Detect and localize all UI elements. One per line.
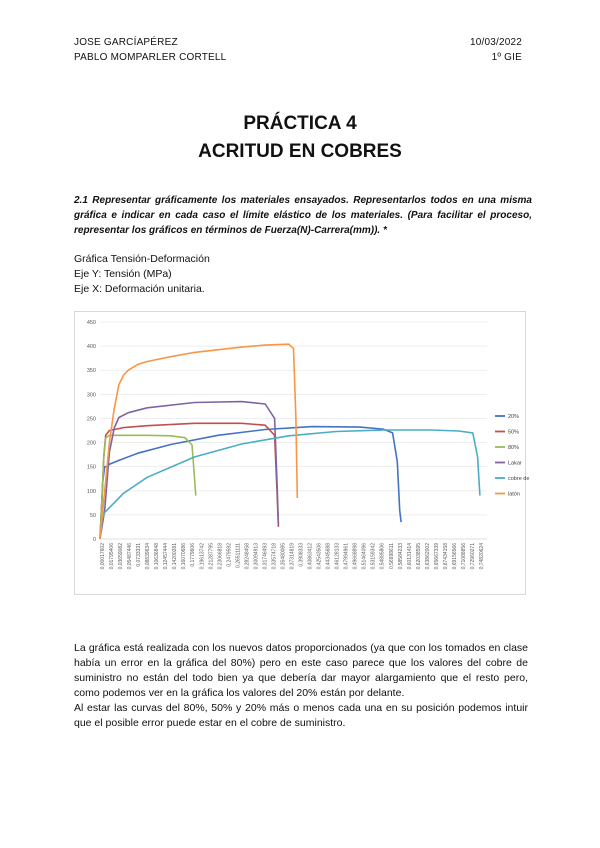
x-tick-label: 0,0733331 <box>136 543 143 567</box>
x-tick-label: 0,47994961 <box>343 543 350 570</box>
x-tick-label: 0,67434158 <box>442 543 449 570</box>
discussion-paragraph-1: La gráfica está realizada con los nuevos datos proporcionados (ya que con los tomados en clase había un error en la gráfica del 80%) pero en este caso parece que los valores del cobre de suministro no están del todo bien ya que debería dar mayor alargamiento que el resto pero, como podemos ver en la gráfica los valores del 20% están por delante. <box>74 642 528 699</box>
x-tick-label: 0,12457444 <box>163 543 170 570</box>
chart-svg <box>75 312 530 594</box>
x-tick-label: 0,60131414 <box>406 543 413 570</box>
x-tick-label: 0,46128133 <box>334 543 341 570</box>
x-tick-label: 0,72960271 <box>469 543 476 570</box>
y-tick-label: 50 <box>89 512 96 519</box>
x-tick-label: 0,51464096 <box>361 543 368 570</box>
y-tick-label: 250 <box>86 416 96 423</box>
x-tick-label: 0,69156566 <box>451 543 458 570</box>
y-tick-label: 150 <box>86 464 96 471</box>
chart-info-title: Gráfica Tensión-Deformación <box>74 253 210 265</box>
x-tick-label: 0,63862002 <box>424 543 431 570</box>
x-tick-label: 0,53159342 <box>370 543 377 570</box>
discussion-paragraph-2: Al estar las curvas del 80%, 50% y 20% más o menos cada una en su posición podemos intuir que el posible error puede estar en el cobre de suministro. <box>74 702 528 729</box>
header-author-1: JOSE GARCÍAPÉREZ <box>74 37 178 48</box>
x-tick-label: 0,49668898 <box>352 543 359 570</box>
x-tick-label: 0,44345688 <box>325 543 332 570</box>
x-tick-label: 0,01795406 <box>109 543 116 570</box>
x-tick-label: 0,19613742 <box>199 543 206 570</box>
x-tick-label: 0,21287795 <box>208 543 215 570</box>
x-tick-label: 0,58584233 <box>397 543 404 570</box>
chart-info-x-axis: Eje X: Deformación unitaria. <box>74 283 205 295</box>
x-tick-label: 0,42543506 <box>316 543 323 570</box>
legend-label: 20% <box>508 414 520 420</box>
y-tick-label: 450 <box>86 320 96 326</box>
legend-label: latón <box>508 491 520 498</box>
x-tick-label: 0,03659082 <box>118 543 125 570</box>
series-line-lat-n <box>100 344 297 539</box>
series-line-lakar <box>100 402 278 539</box>
x-tick-label: 0,2479592 <box>226 543 233 567</box>
x-tick-label: 0,23066818 <box>217 543 224 570</box>
header-date: 10/03/2022 <box>469 37 522 48</box>
x-tick-label: 0,28248458 <box>244 543 251 570</box>
chart-info-y-axis: Eje Y: Tensión (MPa) <box>74 268 172 280</box>
x-tick-label: 0,10636848 <box>154 543 161 570</box>
legend-label: cobre de <box>508 476 530 482</box>
x-tick-label: 0,35480085 <box>280 543 287 570</box>
x-tick-label: 0,30094913 <box>253 543 260 570</box>
x-tick-label: 0,71088856 <box>460 543 467 570</box>
y-tick-label: 300 <box>86 392 96 399</box>
stress-strain-chart <box>74 311 530 595</box>
x-tick-label: 0,14200281 <box>172 543 179 570</box>
x-tick-label: 0,3908333 <box>298 543 305 567</box>
x-tick-label: 0,74820624 <box>479 543 485 570</box>
y-tick-label: 400 <box>86 344 96 351</box>
task-statement: 2.1 Representar gráficamente los materiales ensayados. Representarlos todos en una misma gráfica e indicar en cada caso el límite elástico de los materiales. (Para facilitar el proceso, representar los gráficos en términos de Fuerza(N)-Carrera(mm)). * <box>74 195 532 236</box>
x-tick-label: 0,33574718 <box>271 543 278 570</box>
x-tick-label: 0,62038595 <box>415 543 422 570</box>
page-title: PRÁCTICA 4 <box>243 113 357 134</box>
series-line-20- <box>100 427 401 539</box>
x-tick-label: 0,54885806 <box>379 543 386 570</box>
legend-label: 50% <box>508 429 520 436</box>
x-tick-label: 0,37314819 <box>289 543 296 570</box>
x-tick-label: 0,56998611 <box>388 543 395 570</box>
y-tick-label: 200 <box>86 440 96 447</box>
x-tick-label: 0,16070686 <box>181 543 188 570</box>
x-tick-label: 0,65667339 <box>433 543 440 570</box>
x-tick-label: 0,40863412 <box>307 543 314 570</box>
header-author-2: PABLO MOMPARLER CORTELL <box>74 52 227 63</box>
x-tick-label: 0,00017602 <box>100 543 106 570</box>
y-tick-label: 0 <box>92 537 96 543</box>
header-course: 1º GIE <box>491 52 522 63</box>
x-tick-label: 0,1779606 <box>190 543 197 567</box>
y-tick-label: 100 <box>86 488 96 495</box>
y-tick-label: 350 <box>86 368 96 375</box>
legend-label: 80% <box>508 445 520 451</box>
x-tick-label: 0,31746493 <box>262 543 269 570</box>
x-tick-label: 0,26511111 <box>235 543 242 568</box>
page-subtitle: ACRITUD EN COBRES <box>198 141 402 162</box>
legend-label: Lakar <box>508 460 522 467</box>
x-tick-label: 0,08839634 <box>145 543 152 570</box>
x-tick-label: 0,05487446 <box>127 543 134 570</box>
discussion-text <box>74 641 528 731</box>
chart-info <box>74 252 210 297</box>
series-line-cobre-de <box>100 430 480 539</box>
